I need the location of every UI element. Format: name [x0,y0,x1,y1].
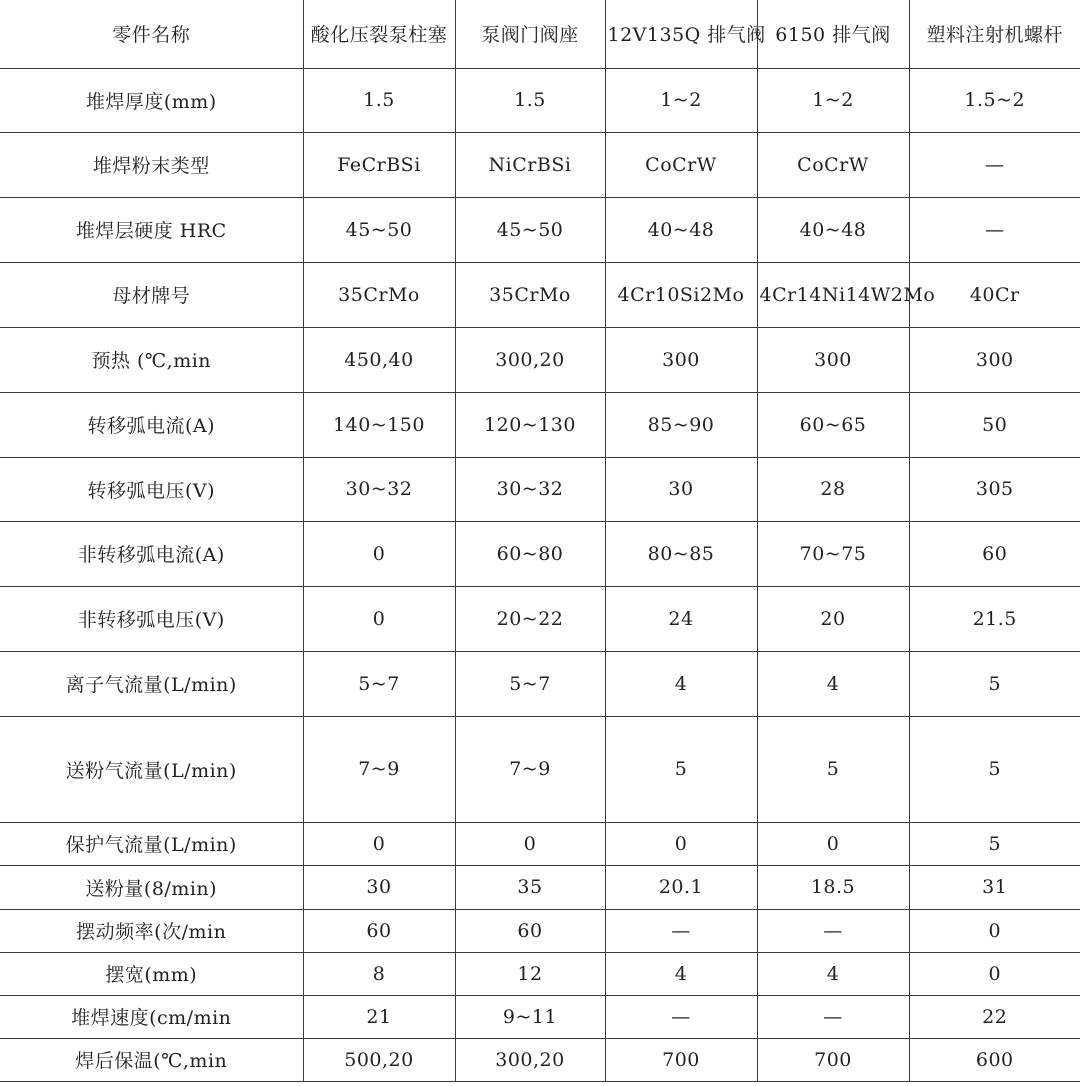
header-row [0,0,1080,68]
row-label: 堆焊层硬度 HRC [0,197,303,262]
header-cell-pump-valve-seat: 泵阀门阀座 [455,0,605,68]
row-label: 摆动频率(次/min [0,909,303,952]
table-row [0,197,1080,262]
table-row [0,865,1080,909]
table-cell: 0 [303,822,455,865]
table-cell: 31 [909,865,1080,909]
table-cell: 7~9 [455,716,605,822]
header-cell-injection-screw: 塑料注射机螺杆 [909,0,1080,68]
table-cell: CoCrW [605,132,757,197]
table-row [0,716,1080,822]
table-cell: 60 [303,909,455,952]
table-cell: 21.5 [909,586,1080,651]
table-header [0,0,1080,68]
table-cell: 300 [909,327,1080,392]
table-cell: NiCrBSi [455,132,605,197]
table-cell: 5 [909,651,1080,716]
table-row [0,262,1080,327]
table-cell: — [909,197,1080,262]
table-cell: 35 [455,865,605,909]
table-cell: 700 [605,1038,757,1081]
table-row [0,1038,1080,1081]
table-cell: 20~22 [455,586,605,651]
table-cell: 300 [605,327,757,392]
table-cell: 80~85 [605,521,757,586]
table-row [0,822,1080,865]
table-cell: — [605,995,757,1038]
table-cell: 18.5 [757,865,909,909]
table-cell: 40Cr [909,262,1080,327]
table-cell: 4 [605,651,757,716]
table-cell: 120~130 [455,392,605,457]
table-cell: 45~50 [455,197,605,262]
table-cell: 0 [909,952,1080,995]
table-cell: 20 [757,586,909,651]
table-row [0,909,1080,952]
table-cell: 450,40 [303,327,455,392]
table-cell: 0 [303,521,455,586]
table-cell: — [757,995,909,1038]
table-cell: 0 [455,822,605,865]
table-cell: 300,20 [455,1038,605,1081]
table-row [0,132,1080,197]
table-cell: FeCrBSi [303,132,455,197]
table-cell: 7~9 [303,716,455,822]
table-cell: 300 [757,327,909,392]
table-cell: 40~48 [757,197,909,262]
header-cell-6150-exhaust-valve: 6150 排气阀 [757,0,909,68]
row-label: 保护气流量(L/min) [0,822,303,865]
row-label: 焊后保温(℃,min [0,1038,303,1081]
table-cell: 5 [757,716,909,822]
row-label: 非转移弧电压(V) [0,586,303,651]
table-cell: 4 [757,952,909,995]
table-cell: 1~2 [757,68,909,132]
row-label: 转移弧电压(V) [0,457,303,521]
table-cell: 5~7 [303,651,455,716]
table-cell: 5 [909,716,1080,822]
table-cell: 85~90 [605,392,757,457]
table-cell: 5 [909,822,1080,865]
table-cell: 4 [757,651,909,716]
table-cell: 30~32 [303,457,455,521]
table-cell: 1.5 [455,68,605,132]
table-row [0,68,1080,132]
row-label: 母材牌号 [0,262,303,327]
table-cell: 22 [909,995,1080,1038]
table-cell: 8 [303,952,455,995]
table-cell: 45~50 [303,197,455,262]
table-cell: — [757,909,909,952]
table-cell: 30 [605,457,757,521]
table-cell: 5~7 [455,651,605,716]
table-cell: 35CrMo [303,262,455,327]
table-cell: 12 [455,952,605,995]
table-row [0,995,1080,1038]
table-cell: 60~80 [455,521,605,586]
table-row [0,651,1080,716]
table-row [0,586,1080,651]
table-row [0,392,1080,457]
header-cell-pump-plunger: 酸化压裂泵柱塞 [303,0,455,68]
table-cell: 4 [605,952,757,995]
table-cell: 4Cr10Si2Mo [605,262,757,327]
table-cell: 140~150 [303,392,455,457]
header-cell-part-name: 零件名称 [0,0,303,68]
table-cell: — [605,909,757,952]
row-label: 堆焊粉末类型 [0,132,303,197]
table-cell: 24 [605,586,757,651]
table-cell: 60 [455,909,605,952]
table-row [0,952,1080,995]
table-cell: 0 [757,822,909,865]
row-label: 堆焊厚度(mm) [0,68,303,132]
table-cell: 5 [605,716,757,822]
row-label: 非转移弧电流(A) [0,521,303,586]
table-cell: 1~2 [605,68,757,132]
table-cell: 1.5~2 [909,68,1080,132]
table-cell: 305 [909,457,1080,521]
table-cell: 0 [303,586,455,651]
row-label: 预热 (℃,min [0,327,303,392]
table-cell: 300,20 [455,327,605,392]
row-label: 离子气流量(L/min) [0,651,303,716]
table-cell: 1.5 [303,68,455,132]
table-cell: 700 [757,1038,909,1081]
row-label: 转移弧电流(A) [0,392,303,457]
row-label: 摆宽(mm) [0,952,303,995]
table-cell: 30~32 [455,457,605,521]
table-cell: 50 [909,392,1080,457]
table-body [0,68,1080,1081]
table-cell: 600 [909,1038,1080,1081]
row-label: 送粉气流量(L/min) [0,716,303,822]
table-cell: 0 [909,909,1080,952]
table-cell: 21 [303,995,455,1038]
table-cell: 28 [757,457,909,521]
table-cell: 9~11 [455,995,605,1038]
table-cell: 0 [605,822,757,865]
table-cell: 35CrMo [455,262,605,327]
row-label: 堆焊速度(cm/min [0,995,303,1038]
table-row [0,457,1080,521]
table-cell: CoCrW [757,132,909,197]
header-cell-12v135q-exhaust-valve: 12V135Q 排气阀 [605,0,757,68]
table-cell: 20.1 [605,865,757,909]
table-cell: 500,20 [303,1038,455,1081]
table-cell: 30 [303,865,455,909]
table-cell: 60~65 [757,392,909,457]
table-cell: — [909,132,1080,197]
table-cell: 70~75 [757,521,909,586]
table-cell: 4Cr14Ni14W2Mo [757,262,909,327]
table-cell: 40~48 [605,197,757,262]
table-cell: 60 [909,521,1080,586]
table-row [0,521,1080,586]
table-row [0,327,1080,392]
row-label: 送粉量(8/min) [0,865,303,909]
